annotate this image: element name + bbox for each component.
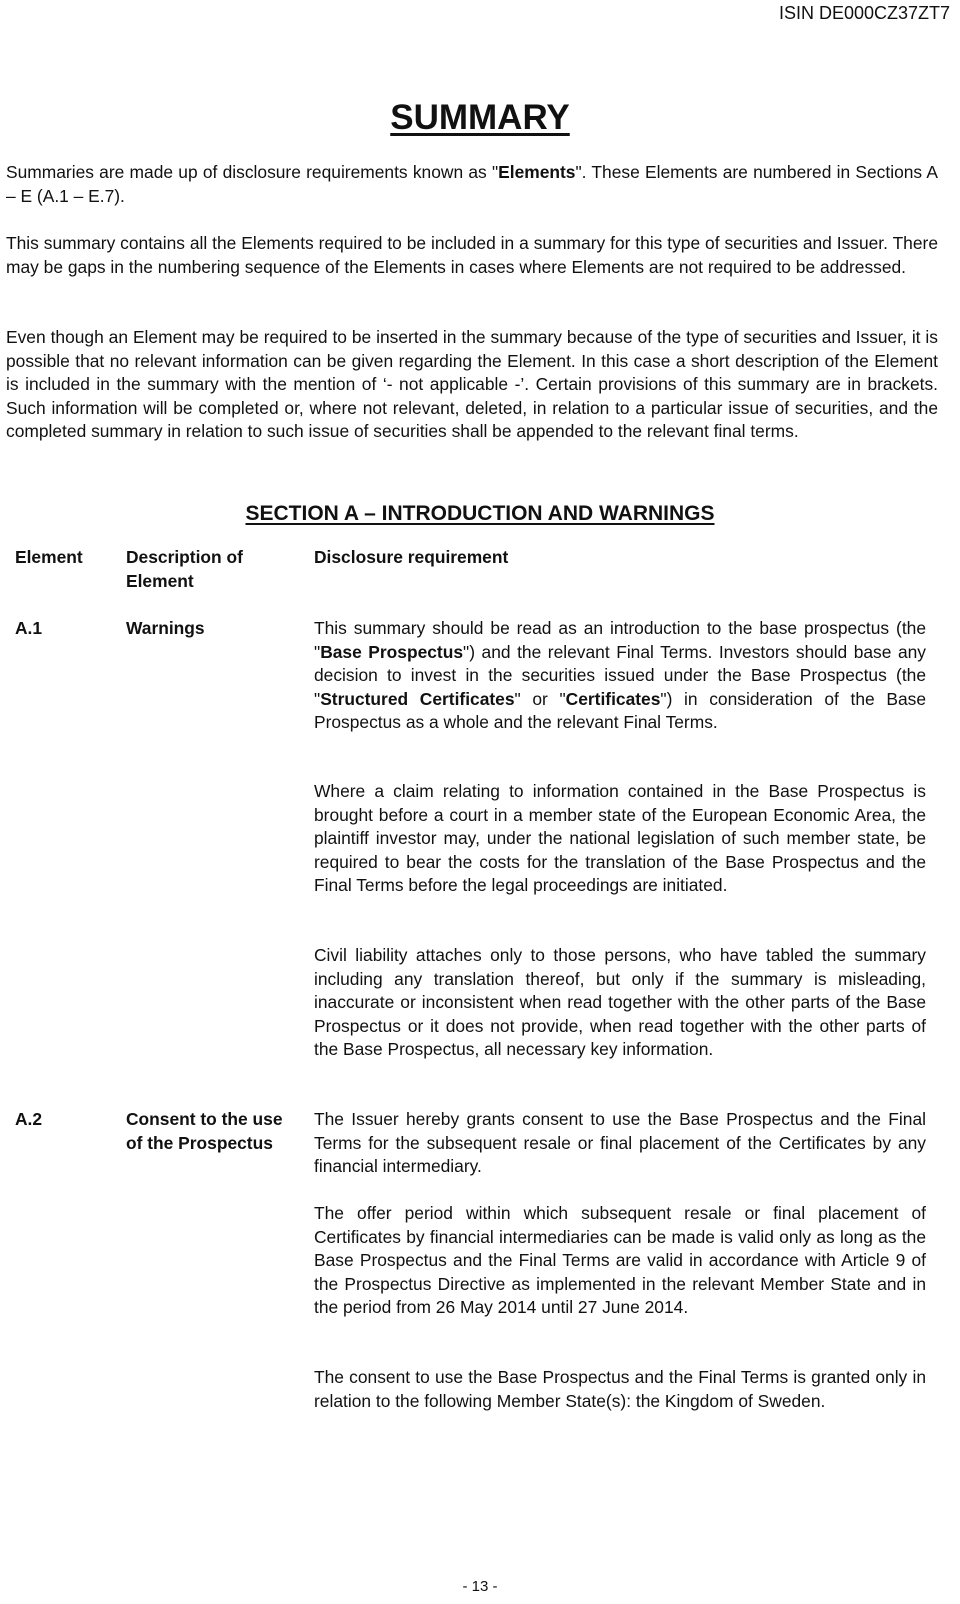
intro-p1-text-b: ". These Elements are numbered in Sections A – E (A.1 – E.7). — [6, 162, 938, 206]
a1-disclosure-paragraph-1 — [314, 617, 926, 735]
a2-disclosure-paragraph-3: The consent to use the Base Prospectus and the Final Terms is granted only in relation to the following Member State(s): the Kingdom of Sweden. — [314, 1367, 926, 1411]
intro-paragraph-1 — [6, 161, 938, 208]
column-header-element: Element — [15, 547, 83, 567]
a1-disclosure-paragraph-3: Civil liability attaches only to those persons, who have tabled the summary including any translation thereof, but only if the summary is misleading, inaccurate or inconsistent when read together with the other parts of the Base Prospectus or it does not provide, when read together with the other parts of the Base Prospectus, all necessary key information. — [314, 945, 926, 1060]
element-id-a2: A.2 — [15, 1109, 43, 1129]
page-title: SUMMARY — [390, 98, 570, 137]
column-header-description: Description of Element — [126, 547, 243, 591]
intro-p1-text-a: Summaries are made up of disclosure requirements known as " — [6, 162, 499, 182]
intro-paragraph-3: Even though an Element may be required to be inserted in the summary because of the type of securities and Issuer, it is possible that no relevant information can be given regarding the Element. In this case a short description of the Element is included in the summary with the mention of ‘- not applicable -’. Certain provisions of this summary are in brackets. Such information will be completed or, where not relevant, deleted, in relation to a particular issue of securities, and the completed summary in relation to such issue of securities shall be appended to the relevant final terms. — [6, 327, 938, 442]
a1-p1-text-b: ") and the relevant Final Terms. Investors should base any decision to invest in the securities issued under the Base Prospectus (the " — [314, 641, 926, 709]
section-a-heading: SECTION A – INTRODUCTION AND WARNINGS — [245, 502, 715, 525]
intro-p1-bold-elements: Elements — [498, 162, 576, 182]
element-description-a1: Warnings — [126, 618, 205, 638]
page-number: - 13 - — [462, 1578, 498, 1595]
a1-disclosure-paragraph-2: Where a claim relating to information contained in the Base Prospectus is brought before a court in a member state of the European Economic Area, the plaintiff investor may, under the national legislation of such member state, be required to bear the costs for the translation of the Base Prospectus and the Final Terms before the legal proceedings are initiated. — [314, 781, 926, 896]
a2-disclosure-paragraph-1: The Issuer hereby grants consent to use the Base Prospectus and the Final Terms for the subsequent resale or final placement of the Certificates by any financial intermediary. — [314, 1109, 926, 1177]
column-header-disclosure: Disclosure requirement — [314, 547, 509, 567]
element-description-a2: Consent to the use of the Prospectus — [126, 1109, 283, 1153]
isin-header: ISIN DE000CZ37ZT7 — [778, 3, 950, 23]
a1-p1-bold-structured-certificates: Structured Certificates — [320, 688, 515, 709]
a1-p1-text-c: " or " — [514, 688, 566, 709]
a1-p1-bold-certificates: Certificates — [565, 688, 661, 709]
element-id-a1: A.1 — [15, 618, 43, 638]
a1-p1-text-d: ") in consideration of the Base Prospectus as a whole and the relevant Final Terms. — [314, 688, 927, 733]
a1-p1-bold-base-prospectus: Base Prospectus — [320, 641, 464, 662]
intro-paragraph-2: This summary contains all the Elements required to be included in a summary for this type of securities and Issuer. There may be gaps in the numbering sequence of the Elements in cases where Elements are not required to be addressed. — [6, 233, 938, 277]
a1-p1-text-a: This summary should be read as an introduction to the base prospectus (the " — [314, 618, 926, 662]
a2-disclosure-paragraph-2: The offer period within which subsequent resale or final placement of Certificates by financial intermediaries can be made is valid only as long as the Base Prospectus and the Final Terms are valid in accordance with Article 9 of the Prospectus Directive as implemented in the relevant Member State and in the period from 26 May 2014 until 27 June 2014. — [314, 1203, 926, 1318]
